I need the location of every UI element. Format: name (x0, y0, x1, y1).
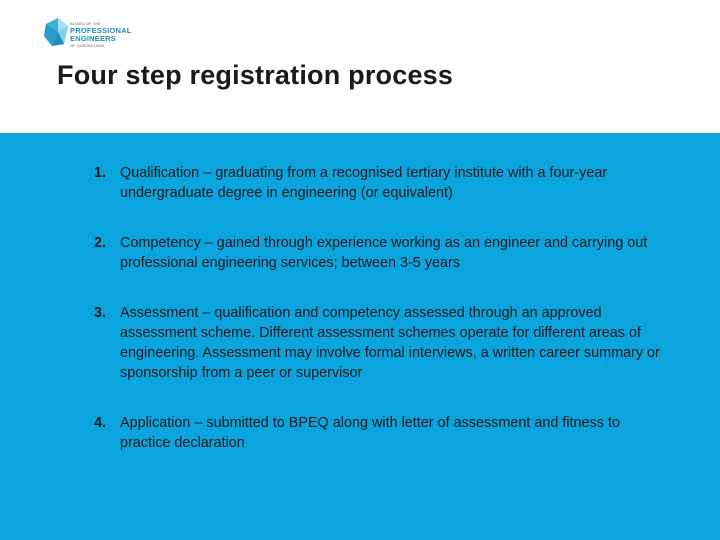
prism-logo-icon (44, 18, 70, 48)
logo-line-1: BOARD OF THE (70, 21, 102, 26)
step-number: 2. (94, 235, 107, 251)
bpeq-logo (44, 18, 132, 50)
step-term: Application (120, 415, 191, 431)
step-item-qualification (94, 163, 674, 203)
slide-header (0, 0, 720, 133)
step-text: – graduating from a recognised tertiary institute with a four-year undergraduate degree in engineering (or equivalent) (120, 165, 608, 201)
step-item-assessment (94, 303, 674, 383)
logo-line-3: ENGINEERS (70, 34, 116, 43)
step-text: – gained through experience working as an engineer and carrying out professional engineering services; between 3-5 years (120, 235, 648, 271)
logo-line-4: OF QUEENSLAND (70, 43, 105, 48)
step-term: Qualification (120, 165, 200, 181)
step-text: – qualification and competency assessed through an approved assessment scheme. Different assessment schemes operate for different areas of engineering. Assessment may involve formal interviews, a written career summary or sponsorship from a peer or supervisor (120, 305, 660, 381)
steps-list (94, 163, 674, 453)
content-panel (0, 133, 720, 540)
slide-title: Four step registration process (57, 60, 454, 90)
step-number: 3. (94, 305, 107, 321)
step-number: 1. (94, 165, 107, 181)
step-item-application (94, 413, 674, 453)
step-text: – submitted to BPEQ along with letter of assessment and fitness to practice declaration (120, 415, 620, 451)
step-item-competency (94, 233, 674, 273)
step-term: Competency (120, 235, 201, 251)
step-number: 4. (94, 415, 107, 431)
logo-wordmark (70, 22, 132, 49)
logo-line-2: PROFESSIONAL (70, 26, 132, 35)
step-term: Assessment (120, 305, 199, 321)
